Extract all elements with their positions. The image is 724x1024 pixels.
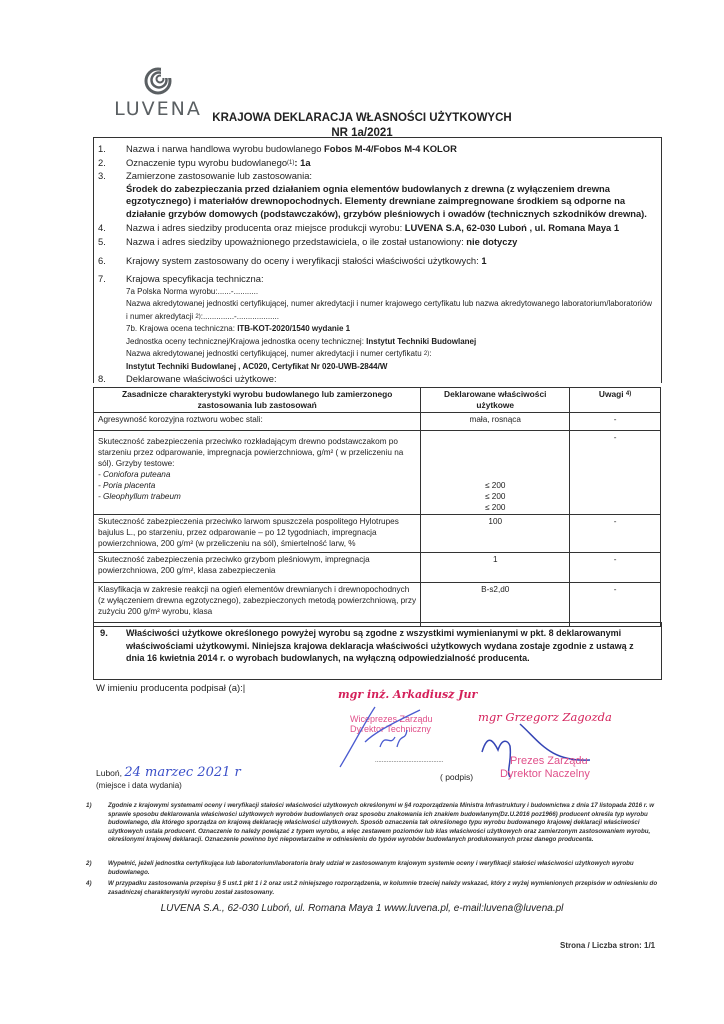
- signed-label: W imieniu producenta podpisał (a):|: [96, 683, 246, 694]
- signer1-stamp: Wiceprezes Zarządu Dyrektor Techniczny: [350, 714, 433, 734]
- product-name: Fobos M-4/Fobos M-4 KOLOR: [324, 143, 457, 154]
- representative: nie dotyczy: [466, 236, 518, 247]
- footnote-1: 1) Zgodnie z krajowymi systemami oceny i weryfikacji stałości właściwości użytkowych określonymi w §4 rozporządzenia Ministra Infrastruktury i budownictwa z dnia 17 listopada 2016 r. w sprawie sposobu deklarowania właściwości użytkowych wyrobów budowlanych oraz sposobu znakowania ich znakiem budowlanym(Dz.U.2016 poz1966) producent określa typ wyrobu budowlanego, dla którego sporządza on krajową deklarację właściwości użytkowych. Sposób oznaczenia tak określonego typu wyrobu budowanego krajowej deklaracji właściwości użytkowych ustala producent. Oznaczenie to należy powiązać z typem wyrobu, a więc zestawem poziomów lub klas właściwości użytkowych oraz zamierzonym zastosowaniem wyrobu, określonymi krajowej deklaracji. Oznaczenie powinno być niepowtarzalne w odniesieniu do typów wyrobów budowlanych produkowanych przez danego producenta.: [86, 802, 655, 844]
- document-title: KRAJOWA DEKLARACJA WŁASNOŚCI UŻYTKOWYCH: [212, 112, 512, 124]
- place-date: Luboń, 24 marzec 2021 r: [96, 765, 241, 780]
- document-number: NR 1a/2021: [331, 127, 393, 139]
- section-1: 1. Nazwa i narwa handlowa wyrobu budowlanego Fobos M-4/Fobos M-4 KOLOR: [98, 143, 457, 154]
- page-number: Strona / Liczba stron: 1/1: [560, 941, 656, 950]
- header-notes: Uwagi $^{4)}$: [570, 388, 661, 413]
- footer-address: LUVENA S.A., 62-030 Luboń, ul. Romana Maya 1 www.luvena.pl, e-mail:luvena@luvena.pl: [160, 903, 564, 914]
- signature-dots: .........................................: [375, 758, 444, 764]
- table-row: Agresywność korozyjna roztworu wobec stali: mała, rosnąca -: [94, 413, 661, 431]
- website-link[interactable]: www.luvena.pl: [384, 903, 449, 914]
- table-row: Skuteczność zabezpieczenia przeciwko larwom spuszczela pospolitego Hylotrupes bajulus L., po starzeniu, przez odparowanie – po 12 tygodniach, impregnacja powierzchniowa, 200 g/m² (w przeliczeniu na sól), śmiertelność larw, % 100 -: [94, 515, 661, 553]
- place-caption: (miejsce i data wydania): [96, 781, 182, 790]
- section-4: 4. Nazwa i adres siedziby producenta oraz miejsce produkcji wyrobu: LUVENA S.A, 62-030 Luboń , ul. Romana Maya 1: [98, 222, 620, 233]
- footnote-4: 4) W przypadku zastosowania przepisu § 5 ust.1 pkt 1 i 2 oraz ust.2 niniejszego rozporządzenia, w kolumnie trzeciej należy wskazać, który z wyżej wymienionych przepisów w odniesieniu do zasadniczej charakterystyki wyrobu został zastosowany.: [86, 880, 658, 896]
- table-row: Skuteczność zabezpieczenia przeciwko grzybom pleśniowym, impregnacja powierzchniowa, 200 g/m², klasa zabezpieczenia 1 -: [94, 553, 661, 583]
- section-7: 7. Krajowa specyfikacja techniczna: 7a Polska Norma wyrobu:......-........... Nazwa akredytowanej jednostki certyfikującej, numer akredytacji i numer krajowego certyfikatu lub nazwa akredytowanego laboratorium/laboratoriów i numer akredytacji $^{2)}$:..............-................... 7b. Krajowa ocena techniczna: ITB-KOT-2020/1540 wydanie 1 Jednostka oceny technicznej/Krajowa jednostka oceny technicznej: Instytut Techniki Budowlanej Nazwa akredytowanej jednostki certyfikującej, numer akredytacji i numer certyfikatu $^{2)}$: Instytut Techniki Budowlanej , AC020, Certyfikat Nr 020-UWB-2844/W: [98, 273, 653, 371]
- email-link[interactable]: , e-mail:luvena@luvena.pl: [448, 903, 564, 914]
- product-type: : 1a: [294, 157, 311, 168]
- section-8: 8. Deklarowane właściwości użytkowe:: [98, 373, 277, 384]
- header-declared: Deklarowane właściwości użytkowe: [421, 388, 570, 413]
- declared-performance-table: [93, 387, 661, 627]
- section-5: 5. Nazwa i adres siedziby upoważnionego przedstawiciela, o ile został ustanowiony: nie dotyczy: [98, 236, 518, 247]
- handwritten-date: 24 marzec 2021 r: [124, 765, 241, 780]
- technical-assessment: ITB-KOT-2020/1540 wydanie 1: [237, 324, 351, 333]
- section-6: 6. Krajowy system zastosowany do oceny i weryfikacji stałości właściwości użytkowych: 1: [98, 255, 487, 266]
- luvena-swirl-icon: [143, 66, 173, 96]
- table-header-row: [94, 388, 661, 413]
- section-2: 2. Oznaczenie typu wyrobu budowlanego$^{(1)}$: 1a: [98, 157, 311, 168]
- table-row: Klasyfikacja w zakresie reakcji na ogień elementów drewnianych i drewnopochodnych (z wyłączeniem drewna egzotycznego), zabezpieczonych metodą powierzchniową, przy zużyciu 200 g/m² wyrobu, klasa B-s2,d0 -: [94, 583, 661, 627]
- signature-caption: ( podpis): [440, 772, 474, 782]
- footnote-2: 2) Wypełnić, jeżeli jednostka certyfikująca lub laboratorium/laboratoria brały udział w zastosowanym krajowym systemie oceny i weryfikacji stałości właściwości użytkowych wyrobu budowlanego.: [86, 860, 634, 876]
- signer2-stamp: Prezes Zarządu Dyrektor Naczelny: [500, 755, 590, 780]
- system-number: 1: [481, 255, 487, 266]
- intended-use: Środek do zabezpieczania przed działaniem ognia elementów budowlanych z drewna (z wyłączeniem drewna egzotycznego) i materiałów drewnopochodnych. Elementy drewniane zaimpregnowane środkiem są odporne na działanie grzybów domowych (podstawczaków), grzybów pleśniowych i owadów (technicznych szkodników drewna).: [126, 182, 647, 219]
- table-row: Skuteczność zabezpieczenia przeciwko rozkładającym drewno podstawczakom po starzeniu przez odparowanie, impregnacja powierzchniowa, g/m² ( w przeliczeniu na sól). Grzyby testowe: - Coniofora puteana - Poria placenta - Gleophyllum trabeum ≤ 200 ≤ 200 ≤ 200 -: [94, 431, 661, 515]
- section-9: 9. Właściwości użytkowe określonego powyżej wyrobu są zgodne z wszystkimi wymienianymi w pkt. 8 deklarowanymi właściwościami użytkowymi. Niniejsza krajowa deklaracja właściwości użytkowych wydana zostaje zgodnie z ustawą z dnia 16 kwietnia 2014 r. o wyrobach budowlanych, na wyłączną odpowiedzialność producenta.: [100, 627, 634, 663]
- header-characteristics: Zasadnicze charakterystyki wyrobu budowlanego lub zamierzonego zastosowania lub zastosowań: [94, 388, 421, 413]
- manufacturer-address: LUVENA S.A, 62-030 Luboń , ul. Romana Maya 1: [404, 222, 620, 233]
- signer2-name: mgr Grzegorz Zagozda: [478, 710, 612, 724]
- section-3: 3. Zamierzone zastosowanie lub zastosowania: Środek do zabezpieczania przed działaniem ognia elementów budowlanych z drewna (z wyłączeniem drewna egzotycznego) i materiałów drewnopochodnych. Elementy drewniane zaimpregnowane środkiem są odporne na działanie grzybów domowych (podstawczaków), grzybów pleśniowych i owadów (technicznych szkodników drewna).: [98, 170, 647, 219]
- logo-text: LUVENA: [114, 98, 202, 120]
- certificate: Instytut Techniki Budowlanej , AC020, Certyfikat Nr 020-UWB-2844/W: [126, 361, 388, 371]
- signer1-name: mgr inż. Arkadiusz Jur: [338, 688, 478, 701]
